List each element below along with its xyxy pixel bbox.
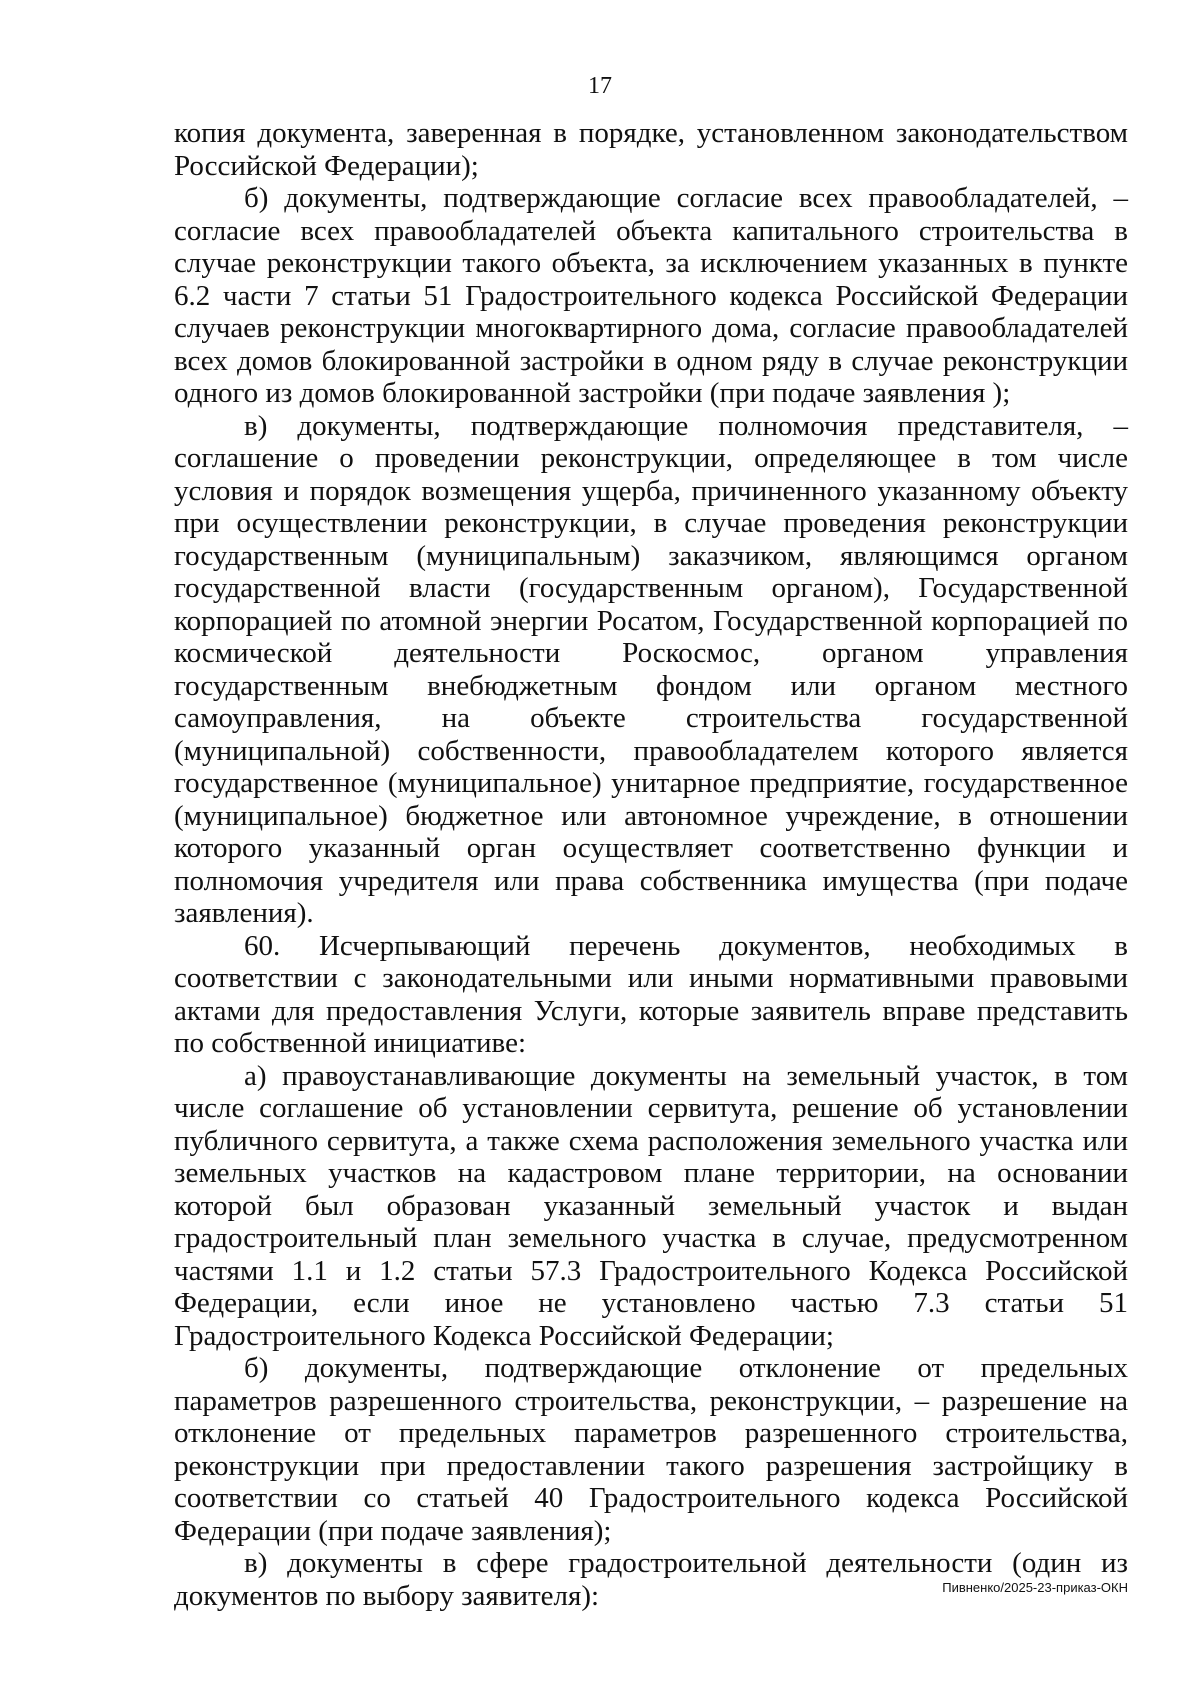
paragraph-item-a-land-documents: а) правоустанавливающие документы на земельный участок, в том числе соглашение об установлении сервитута, решение об установлении публичного сервитута, а также схема расположения земельного участка или земельных участков на кадастровом плане территории, на основании которой был образован указанный земельный участок и выдан градостроительный план земельного участка в случае, предусмотренном частями 1.1 и 1.2 статьи 57.3 Градостроительного Кодекса Российской Федерации, если иное не установлено частью 7.3 статьи 51 Градостроительного Кодекса Российской Федерации;: [174, 1059, 1128, 1352]
paragraph-item-v-urban-planning: в) документы в сфере градостроительной деятельности (один из документов по выбору заявителя):: [174, 1547, 1128, 1612]
document-body: [174, 117, 1128, 1612]
paragraph-item-b-consent: б) документы, подтверждающие согласие всех правообладателей, – согласие всех правообладателей объекта капитального строительства в случае реконструкции такого объекта, за исключением указанных в пункте 6.2 части 7 статьи 51 Градостроительного кодекса Российской Федерации случаев реконструкции многоквартирного дома, согласие правообладателей всех домов блокированной застройки в одном ряду в случае реконструкции одного из домов блокированной застройки (при подаче заявления );: [174, 182, 1128, 409]
page-number: 17: [588, 73, 612, 99]
paragraph-clause-60: 60. Исчерпывающий перечень документов, необходимых в соответствии с законодательными или иными нормативными правовыми актами для предоставления Услуги, которые заявитель вправе представить по собственной инициативе:: [174, 929, 1128, 1059]
paragraph-continuation: копия документа, заверенная в порядке, установленном законодательством Российской Федерации);: [174, 117, 1128, 182]
paragraph-item-v-authority: в) документы, подтверждающие полномочия представителя, – соглашение о проведении реконструкции, определяющее в том числе условия и порядок возмещения ущерба, причиненного указанному объекту при осуществлении реконструкции, в случае проведения реконструкции государственным (муниципальным) заказчиком, являющимся органом государственной власти (государственным органом), Государственной корпорацией по атомной энергии Росатом, Государственной корпорацией по космической деятельности Роскосмос, органом управления государственным внебюджетным фондом или органом местного самоуправления, на объекте строительства государственной (муниципальной) собственности, правообладателем которого является государственное (муниципальное) унитарное предприятие, государственное (муниципальное) бюджетное или автономное учреждение, в отношении которого указанный орган осуществляет соответственно функции и полномочия учредителя или права собственника имущества (при подаче заявления).: [174, 409, 1128, 929]
document-footer-reference: Пивненко/2025-23-приказ-ОКН: [942, 1580, 1128, 1595]
paragraph-item-b-deviation: б) документы, подтверждающие отклонение от предельных параметров разрешенного строительства, реконструкции, – разрешение на отклонение от предельных параметров разрешенного строительства, реконструкции при предоставлении такого разрешения застройщику в соответствии со статьей 40 Градостроительного кодекса Российской Федерации (при подаче заявления);: [174, 1352, 1128, 1547]
